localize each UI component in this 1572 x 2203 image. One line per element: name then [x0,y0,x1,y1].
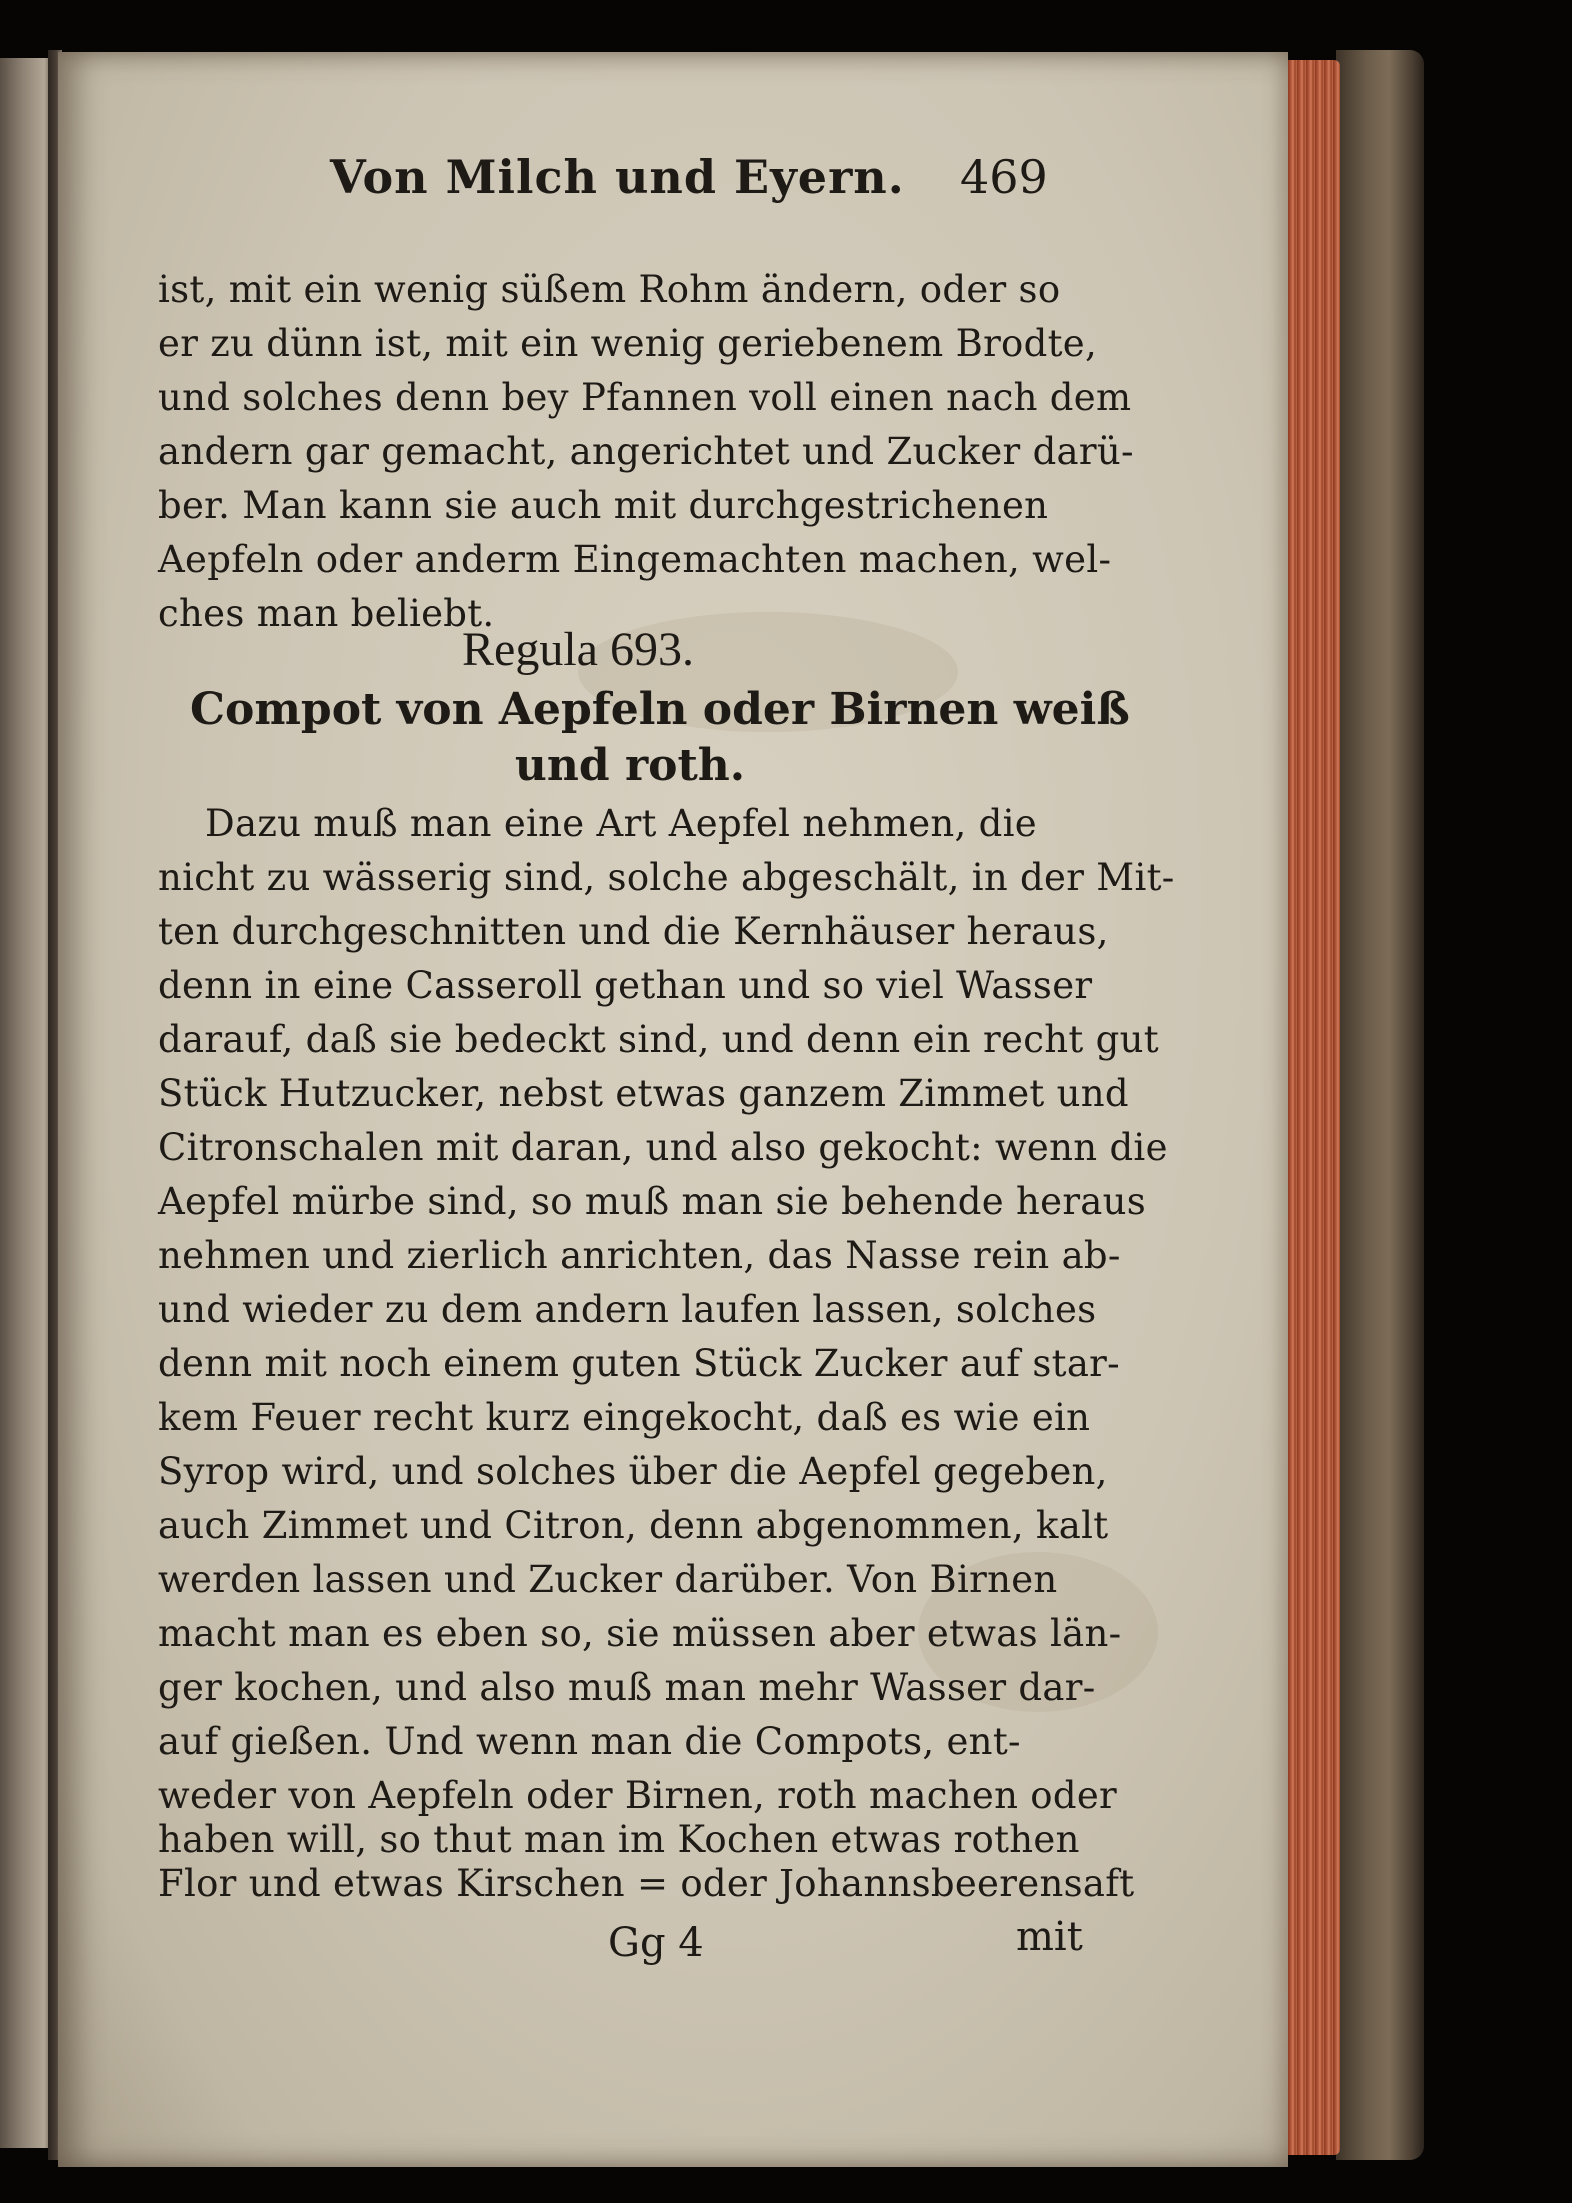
text-line: werden lassen und Zucker darüber. Von Birnen [158,1558,1058,1601]
text-line: Aepfeln oder anderm Eingemachten machen, wel- [158,538,1112,581]
section-rule-number: Regula 693. [462,623,694,676]
text-line: denn in eine Casseroll gethan und so viel Wasser [158,964,1093,1007]
text-line: Stück Hutzucker, nebst etwas ganzem Zimmet und [158,1072,1129,1115]
catchword: mit [1016,1914,1083,1960]
text-line: ger kochen, und also muß man mehr Wasser dar- [158,1666,1096,1709]
text-line: macht man es eben so, sie müssen aber etwas län- [158,1612,1122,1655]
text-line: ches man beliebt. [158,592,495,635]
text-line: weder von Aepfeln oder Birnen, roth machen oder [158,1774,1118,1817]
text-line: auf gießen. Und wenn man die Compots, ent- [158,1720,1021,1763]
text-line: nicht zu wässerig sind, solche abgeschält, in der Mit- [158,856,1175,899]
text-line: und wieder zu dem andern laufen lassen, solches [158,1288,1097,1331]
facing-page-edge [0,58,52,2148]
text-line: Flor und etwas Kirschen = oder Johannsbeerensaft [158,1862,1135,1905]
section-title: Compot von Aepfeln oder Birnen weiß [190,684,1130,735]
text-line: ber. Man kann sie auch mit durchgestrichenen [158,484,1049,527]
text-line: darauf, daß sie bedeckt sind, und denn ein recht gut [158,1018,1159,1061]
text-line: und solches denn bey Pfannen voll einen nach dem [158,376,1132,419]
text-line: nehmen und zierlich anrichten, das Nasse rein ab- [158,1234,1121,1277]
section-title-continued: und roth. [514,740,746,791]
text-line: Citronschalen mit daran, und also gekocht: wenn die [158,1126,1168,1169]
text-line: Aepfel mürbe sind, so muß man sie behende heraus [158,1180,1147,1223]
text-line: Dazu muß man eine Art Aepfel nehmen, die [205,802,1037,845]
book-cover-edge [1336,50,1424,2160]
text-line: denn mit noch einem guten Stück Zucker auf star- [158,1342,1120,1385]
text-line: haben will, so thut man im Kochen etwas rothen [158,1818,1080,1861]
text-line: ist, mit ein wenig süßem Rohm ändern, oder so [158,268,1061,311]
text-line: Syrop wird, und solches über die Aepfel gegeben, [158,1450,1108,1493]
signature-mark: Gg 4 [608,1920,704,1966]
text-line: auch Zimmet und Citron, denn abgenommen, kalt [158,1504,1109,1547]
text-line: kem Feuer recht kurz eingekocht, daß es wie ein [158,1396,1091,1439]
page-number: 469 [960,150,1048,204]
text-line: andern gar gemacht, angerichtet und Zucker darü- [158,430,1134,473]
text-line: er zu dünn ist, mit ein wenig geriebenem Brodte, [158,322,1098,365]
running-title: Von Milch und Eyern. [330,150,905,204]
text-line: ten durchgeschnitten und die Kernhäuser heraus, [158,910,1109,953]
